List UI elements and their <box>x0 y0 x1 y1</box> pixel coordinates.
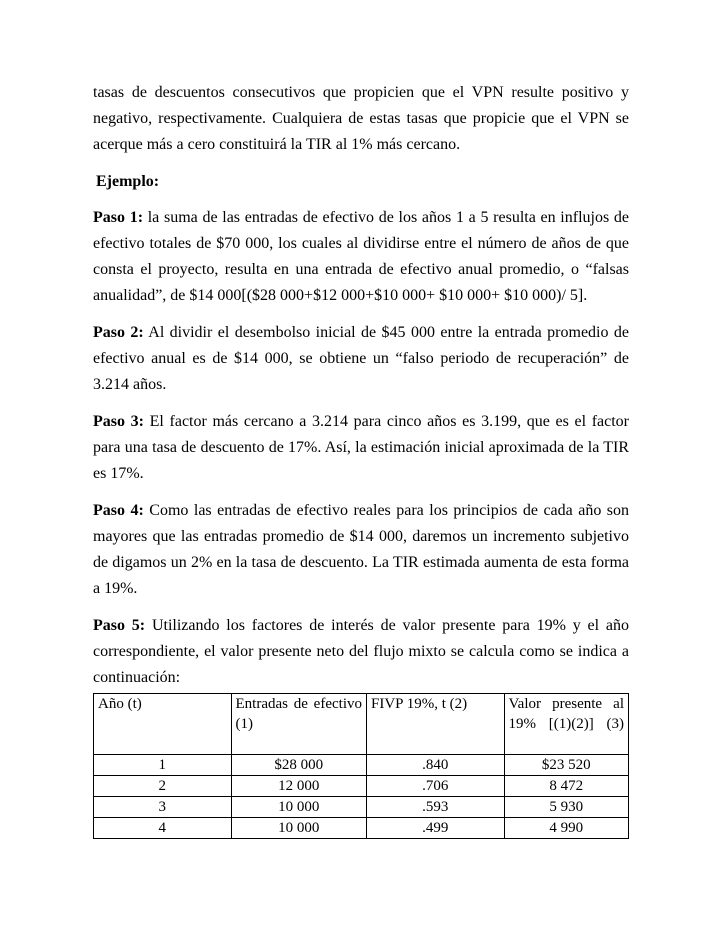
step-label: Paso 4: <box>93 502 144 519</box>
step-text: Como las entradas de efectivo reales para los principios de cada año son mayores que las entradas promedio de $14 000, daremos un incremento subjetivo de digamos un 2% en la tasa de descuento. La TIR estimada aumenta de esta forma a 19%. <box>93 502 630 597</box>
step-paragraph <box>93 409 629 487</box>
step-text: Utilizando los factores de interés de valor presente para 19% y el año correspondiente, el valor presente neto del flujo mixto se calcula como se indica a continuación: <box>93 617 630 686</box>
table-cell: 10 000 <box>231 818 367 839</box>
column-header-year: Año (t) <box>94 694 232 755</box>
table-cell: 4 <box>94 818 232 839</box>
table-cell: 10 000 <box>231 797 367 818</box>
column-header-inflows: Entradas de efectivo (1) <box>231 694 367 755</box>
table-cell: .840 <box>367 755 505 776</box>
step-paragraph <box>93 498 629 602</box>
table-cell: 2 <box>94 776 232 797</box>
column-header-fivp: FIVP 19%, t (2) <box>367 694 505 755</box>
intro-paragraph: tasas de descuentos consecutivos que propicien que el VPN resulte positivo y negativo, respectivamente. Cualquiera de estas tasas que propicie que el VPN se acerque más a cero constituirá la TIR al 1% más cercano. <box>93 84 629 153</box>
table-cell: 1 <box>94 755 232 776</box>
table-cell: 4 990 <box>504 818 629 839</box>
table-row <box>94 755 629 776</box>
table-row <box>94 797 629 818</box>
table-cell: $23 520 <box>504 755 629 776</box>
table-cell: 8 472 <box>504 776 629 797</box>
table-cell: 3 <box>94 797 232 818</box>
table-row <box>94 776 629 797</box>
example-heading: Ejemplo: <box>96 173 160 190</box>
table-cell: .706 <box>367 776 505 797</box>
table-row <box>94 818 629 839</box>
table-cell: 5 930 <box>504 797 629 818</box>
table-header-row <box>94 694 629 755</box>
table-cell: $28 000 <box>231 755 367 776</box>
table-cell: .593 <box>367 797 505 818</box>
table-cell: 12 000 <box>231 776 367 797</box>
table-cell: .499 <box>367 818 505 839</box>
step-label: Paso 5: <box>93 617 146 634</box>
step-text: Al dividir el desembolso inicial de $45 000 entre la entrada promedio de efectivo anual es de $14 000, se obtiene un “falso periodo de recuperación” de 3.214 años. <box>93 324 629 393</box>
step-text: El factor más cercano a 3.214 para cinco años es 3.199, que es el factor para una tasa de descuento de 17%. Así, la estimación inicial aproximada de la TIR es 17%. <box>93 413 630 482</box>
column-header-present-value: Valor presente al 19% [(1)(2)] (3) <box>504 694 629 755</box>
step-label: Paso 3: <box>93 413 144 430</box>
step-text: la suma de las entradas de efectivo de los años 1 a 5 resulta en influjos de efectivo totales de $70 000, los cuales al dividirse entre el número de años de que consta el proyecto, resulta en una entrada de efectivo anual promedio, o “falsas anualidad”, de $14 000[($28 000+$12 000+$10 000+ $10 000+ $10 000)/ 5]. <box>93 209 629 304</box>
step-paragraph <box>93 320 629 398</box>
step-paragraph <box>93 205 629 309</box>
document-page <box>93 80 629 839</box>
npv-table <box>93 693 629 839</box>
step-paragraph <box>93 613 629 691</box>
step-label: Paso 2: <box>93 324 144 341</box>
step-label: Paso 1: <box>93 209 144 226</box>
